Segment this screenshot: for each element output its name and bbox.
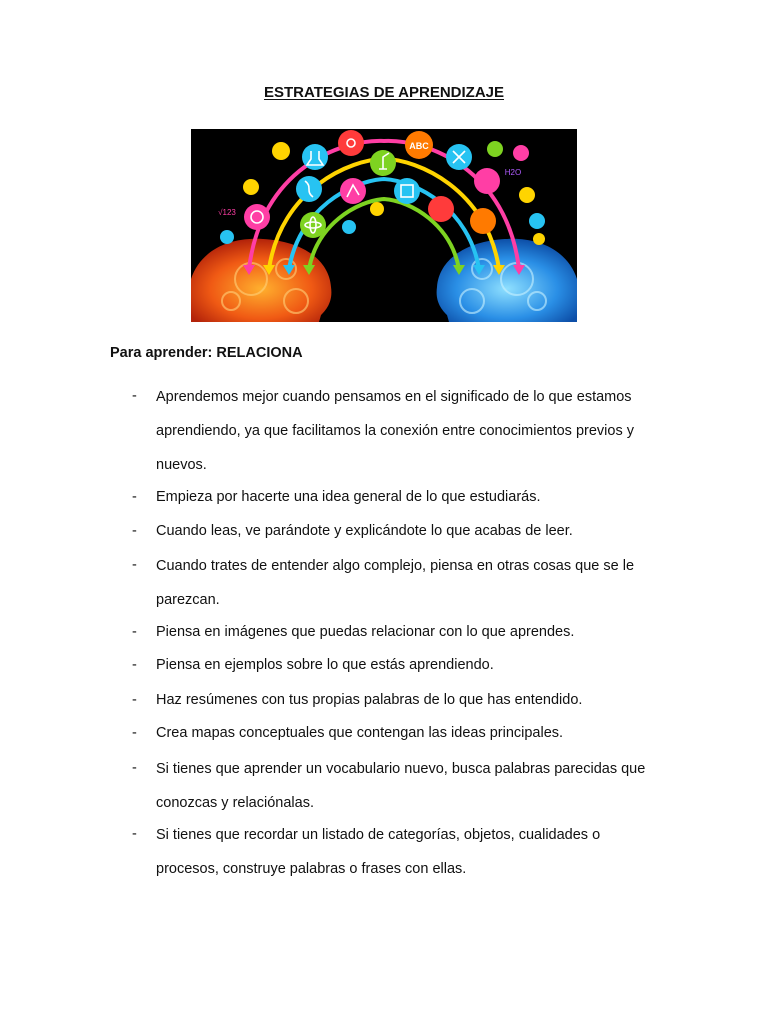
bullet-dash: -: [132, 388, 137, 404]
teacher-icon: [487, 141, 503, 157]
bullet-dash: -: [132, 657, 137, 673]
calculator-icon: [370, 202, 384, 216]
list-item-text: Aprendemos mejor cuando pensamos en el significado de lo que estamos aprendiendo, ya que facilitamos la conexión entre conocimientos previos y nuevos.: [156, 389, 634, 473]
abc-label: ABC: [409, 141, 429, 151]
learning-strategies-illustration: [191, 129, 577, 322]
bullet-dash: -: [132, 725, 137, 741]
bullet-dash: -: [132, 624, 137, 640]
list-item-text: Crea mapas conceptuales que contengan las ideas principales.: [156, 725, 564, 741]
list-item-text: Cuando trates de entender algo complejo, piensa en otras cosas que se le parezcan.: [156, 558, 635, 608]
list-item-text: Si tienes que aprender un vocabulario nuevo, busca palabras parecidas que conozcas y relaciónalas.: [156, 761, 646, 811]
flask-icon: [302, 144, 328, 170]
books-icon: [529, 213, 545, 229]
open-book-icon: [220, 230, 234, 244]
molecule-icon: [338, 130, 364, 156]
book-icon: [513, 145, 529, 161]
list-item-text: Piensa en ejemplos sobre lo que estás aprendiendo.: [156, 657, 494, 673]
bullet-dash: -: [132, 523, 137, 539]
sqrt-label: √123: [218, 208, 236, 217]
chat-icon: [272, 142, 290, 160]
bullet-dash: -: [132, 760, 137, 776]
runner-icon: [340, 178, 366, 204]
list-item-text: Si tienes que recordar un listado de categorías, objetos, cualidades o procesos, construye palabras o frases con ellas.: [156, 827, 601, 877]
telescope-icon: [470, 208, 496, 234]
paint-icon: [428, 196, 454, 222]
people-icon: [342, 220, 356, 234]
section-heading: Para aprender: RELACIONA: [110, 345, 303, 361]
bullet-dash: -: [132, 826, 137, 842]
page-title: ESTRATEGIAS DE APRENDIZAJE: [263, 84, 505, 101]
list-item-text: Empieza por hacerte una idea general de lo que estudiarás.: [156, 489, 541, 505]
list-item-text: Piensa en imágenes que puedas relacionar con lo que aprendes.: [156, 624, 575, 640]
bullet-dash: -: [132, 489, 137, 505]
paperclip-icon: [533, 233, 545, 245]
cube-icon: [394, 178, 420, 204]
bullet-dash: -: [132, 692, 137, 708]
list-item-text: Cuando leas, ve parándote y explicándote lo que acabas de leer.: [156, 523, 573, 539]
globe-icon: [244, 204, 270, 230]
brush-icon: [474, 168, 500, 194]
bullet-dash: -: [132, 557, 137, 573]
list-item-text: Haz resúmenes con tus propias palabras de lo que has entendido.: [156, 692, 583, 708]
h2o-label: H2O: [504, 168, 522, 177]
computer-icon: [519, 187, 535, 203]
student-icon: [243, 179, 259, 195]
atom-icon: [300, 212, 326, 238]
